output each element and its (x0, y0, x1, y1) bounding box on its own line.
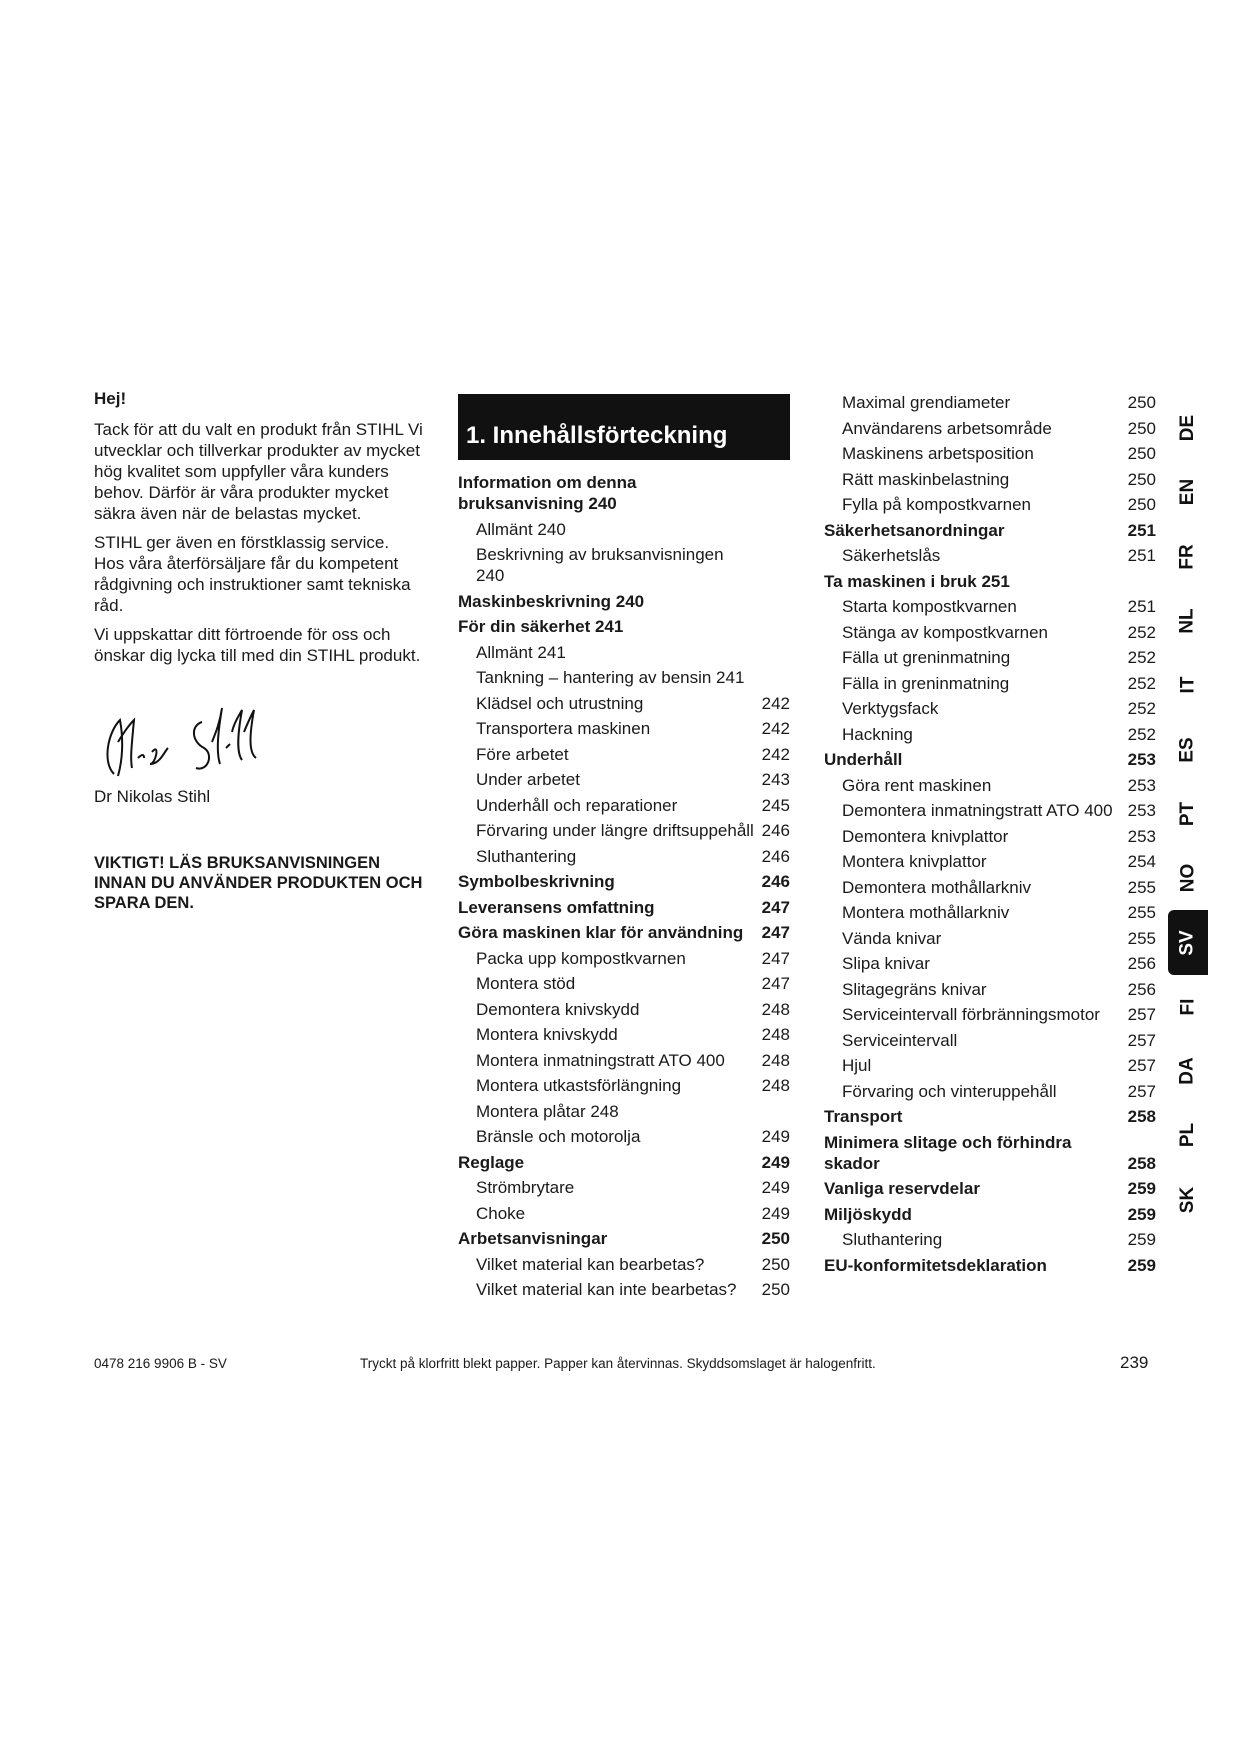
toc-entry-title: Slitagegräns knivar (842, 979, 987, 999)
language-tab-label: DA (1176, 1057, 1198, 1085)
toc-entry-page: 255 (1127, 928, 1156, 948)
toc-entry[interactable] (458, 769, 790, 790)
toc-entry[interactable] (824, 520, 1156, 541)
toc-entry-page: 253 (1127, 750, 1156, 769)
toc-entry-page: 247 (761, 948, 790, 968)
toc-entry-title: Montera utkastsförlängning (476, 1076, 682, 1095)
toc-entry-title: Montera knivskydd (476, 1025, 618, 1044)
toc-entry[interactable] (824, 545, 1156, 566)
toc-entry-page: 252 (1127, 699, 1156, 718)
toc-entry[interactable] (458, 693, 790, 714)
toc-entry[interactable] (458, 744, 790, 765)
toc-entry-title: Säkerhetsanordningar (824, 520, 1005, 540)
toc-entry-title: Maximal grendiameter (842, 393, 1011, 412)
signature-image (94, 702, 264, 780)
toc-entry-page: 246 (761, 821, 790, 840)
language-tab-pl[interactable] (1168, 1103, 1208, 1167)
warning-notice: VIKTIGT! LÄS BRUKSANVISNINGEN INNAN DU ANVÄNDER PRODUKTEN OCH SPARA DEN. (94, 854, 423, 912)
toc-entry[interactable] (458, 1101, 790, 1122)
toc-entry-page: 252 (1127, 622, 1156, 642)
language-tab-label: EN (1177, 479, 1198, 506)
toc-entry[interactable] (458, 846, 790, 867)
toc-entry-page: 246 (761, 846, 790, 866)
toc-entry[interactable] (824, 418, 1156, 439)
toc-entry-title: Sluthantering (842, 1230, 943, 1249)
toc-entry-title: Klädsel och utrustning (476, 693, 644, 713)
toc-entry-title: Vanliga reservdelar (824, 1179, 980, 1198)
language-tab-label: IT (1176, 676, 1198, 694)
language-tab-label: FR (1176, 544, 1198, 570)
toc-entry-title: Sluthantering (476, 846, 577, 866)
toc-entry[interactable] (824, 877, 1156, 898)
toc-entry-page: 249 (761, 1152, 790, 1172)
toc-entry[interactable] (824, 1132, 1156, 1174)
toc-entry-page: 253 (1127, 801, 1156, 820)
toc-entry[interactable] (458, 897, 790, 918)
toc-entry[interactable] (458, 544, 790, 586)
toc-entry[interactable] (824, 953, 1156, 974)
toc-entry[interactable] (458, 1203, 790, 1224)
toc-entry-title: Bränsle och motorolja (476, 1127, 641, 1146)
toc-entry[interactable] (824, 1055, 1156, 1076)
toc-entry-title: Minimera slitage och förhindra skador (824, 1132, 1072, 1173)
toc-entry[interactable] (458, 948, 790, 969)
toc-entry-page: 250 (761, 1254, 790, 1274)
toc-entry[interactable] (458, 999, 790, 1020)
toc-entry-page: 257 (1127, 1081, 1156, 1101)
toc-entry-page: 242 (761, 693, 790, 713)
toc-entry[interactable] (458, 1279, 790, 1300)
toc-entry-title: Tankning – hantering av bensin 241 (476, 668, 745, 687)
toc-entry-title: Montera mothållarkniv (842, 903, 1010, 922)
language-tab-label: NL (1176, 608, 1198, 634)
toc-entry-title: Montera knivplattor (842, 852, 987, 871)
language-tab-label: PT (1177, 801, 1198, 827)
toc-entry-title: Göra maskinen klar för användning (458, 923, 744, 942)
signer-name: Dr Nikolas Stihl (94, 787, 211, 806)
toc-entry-title: Förvaring och vinteruppehåll (842, 1081, 1057, 1101)
toc-entry-title: Leveransens omfattning (458, 897, 655, 917)
toc-entry-title: Maskinbeskrivning 240 (458, 591, 645, 611)
toc-entry-page: 259 (1127, 1255, 1156, 1275)
toc-entry-title: Serviceintervall förbränningsmotor (842, 1005, 1100, 1024)
toc-entry[interactable] (824, 392, 1156, 413)
toc-entry-title: Före arbetet (476, 744, 569, 764)
toc-entry-page: 242 (761, 719, 790, 738)
toc-entry[interactable] (824, 724, 1156, 745)
toc-entry[interactable] (824, 1081, 1156, 1102)
toc-column-1 (458, 394, 790, 1305)
toc-entry-page: 248 (761, 1076, 790, 1095)
toc-entry-page: 256 (1127, 954, 1156, 973)
toc-entry[interactable] (458, 973, 790, 994)
toc-entry-title: Fylla på kompostkvarnen (842, 495, 1031, 514)
toc-entry-title: Säkerhetslås (842, 546, 941, 565)
toc-entry[interactable] (458, 795, 790, 816)
language-tab-sv[interactable] (1168, 910, 1208, 974)
toc-entry-page: 250 (1127, 444, 1156, 463)
toc-entry[interactable] (824, 1229, 1156, 1250)
toc-entry[interactable] (458, 820, 790, 841)
toc-entry-page: 243 (761, 770, 790, 789)
toc-entry-title: Serviceintervall (842, 1030, 958, 1050)
toc-entry-title: Underhåll och reparationer (476, 795, 678, 815)
toc-entry[interactable] (824, 826, 1156, 847)
toc-entry-title: Demontera inmatningstratt ATO 400 (842, 801, 1113, 820)
toc-entry[interactable] (458, 1050, 790, 1071)
language-tab-label: SK (1177, 1186, 1198, 1213)
toc-list (824, 392, 1156, 1276)
intro-column (94, 388, 424, 930)
toc-entry-title: Rätt maskinbelastning (842, 469, 1010, 489)
toc-entry[interactable] (458, 922, 790, 943)
toc-entry[interactable] (458, 1228, 790, 1249)
toc-entry[interactable] (458, 718, 790, 739)
toc-entry-title: Montera inmatningstratt ATO 400 (476, 1050, 725, 1070)
toc-entry-title: Allmänt 241 (476, 642, 566, 662)
toc-entry[interactable] (458, 616, 790, 637)
language-tab-label: PL (1177, 1123, 1198, 1148)
toc-entry[interactable] (824, 622, 1156, 643)
intro-paragraph: STIHL ger även en förstklassig service. Hos våra återförsäljare får du kompetent rådgivning och instruktioner samt tekniska råd. (94, 533, 411, 615)
toc-entry-title: Vilket material kan bearbetas? (476, 1254, 705, 1274)
toc-entry-page: 246 (761, 872, 790, 891)
paper-note: Tryckt på klorfritt blekt papper. Papper kan återvinnas. Skyddsomslaget är halogenfritt. (360, 1356, 876, 1371)
toc-entry-title: Reglage (458, 1152, 525, 1172)
toc-entry[interactable] (824, 902, 1156, 923)
toc-entry[interactable] (824, 979, 1156, 1000)
toc-entry-title: Demontera mothållarkniv (842, 877, 1031, 897)
toc-entry-page: 257 (1127, 1030, 1156, 1050)
toc-entry-title: Vilket material kan inte bearbetas? (476, 1280, 737, 1299)
toc-entry-page: 250 (1127, 495, 1156, 514)
toc-entry-title: Allmänt 240 (476, 519, 566, 539)
document-code: 0478 216 9906 B - SV (94, 1356, 227, 1371)
toc-entry[interactable] (458, 591, 790, 612)
toc-entry-page: 247 (761, 923, 790, 942)
language-tab-fi[interactable] (1168, 975, 1208, 1039)
toc-entry-title: Arbetsanvisningar (458, 1229, 608, 1248)
toc-entry[interactable] (458, 871, 790, 892)
toc-entry-title: Transport (824, 1107, 903, 1126)
toc-entry-page: 248 (761, 999, 790, 1019)
toc-entry-page: 250 (761, 1280, 790, 1299)
toc-entry[interactable] (824, 647, 1156, 668)
toc-entry[interactable] (824, 1178, 1156, 1199)
toc-entry[interactable] (824, 775, 1156, 796)
greeting: Hej! (94, 389, 127, 408)
toc-entry-page: 250 (1127, 469, 1156, 489)
toc-entry-title: Ta maskinen i bruk 251 (824, 571, 1010, 591)
toc-entry-page: 250 (1127, 418, 1156, 438)
toc-entry-title: Montera plåtar 248 (476, 1101, 619, 1121)
toc-entry-page: 257 (1127, 1005, 1156, 1024)
language-tab-no[interactable] (1168, 846, 1208, 910)
language-tab-it[interactable] (1168, 653, 1208, 717)
toc-entry-page: 257 (1127, 1056, 1156, 1075)
toc-entry[interactable] (458, 1075, 790, 1096)
toc-entry-title: Stänga av kompostkvarnen (842, 622, 1049, 642)
toc-entry-page: 248 (761, 1050, 790, 1070)
toc-entry-title: Vända knivar (842, 928, 942, 948)
toc-entry-title: Användarens arbetsområde (842, 418, 1052, 438)
toc-entry[interactable] (824, 1204, 1156, 1225)
language-tab-label: ES (1176, 736, 1198, 763)
language-tab-nl[interactable] (1168, 589, 1208, 653)
toc-entry-title: EU-konformitetsdeklaration (824, 1255, 1047, 1275)
language-tab-label: DE (1177, 414, 1198, 442)
toc-entry-title: Fälla in greninmatning (842, 673, 1010, 693)
toc-entry-page: 250 (761, 1229, 790, 1248)
toc-entry[interactable] (824, 928, 1156, 949)
language-tabs (1168, 396, 1208, 1232)
language-tab-da[interactable] (1168, 1039, 1208, 1103)
toc-entry[interactable] (458, 1177, 790, 1198)
toc-entry-title: Maskinens arbetsposition (842, 444, 1034, 463)
toc-entry-page: 252 (1127, 648, 1156, 667)
toc-entry-title: Beskrivning av bruksanvisningen 240 (476, 545, 724, 585)
toc-entry-page: 252 (1127, 724, 1156, 744)
page-number: 239 (1120, 1353, 1149, 1372)
toc-entry-page: 249 (761, 1127, 790, 1146)
toc-entry-page: 254 (1127, 852, 1156, 871)
toc-entry-page: 242 (761, 744, 790, 764)
toc-entry-page: 247 (761, 974, 790, 993)
toc-entry-page: 245 (761, 795, 790, 815)
toc-entry[interactable] (458, 1126, 790, 1147)
toc-entry-page: 259 (1127, 1204, 1156, 1224)
language-tab-fr[interactable] (1168, 525, 1208, 589)
toc-entry-title: Starta kompostkvarnen (842, 597, 1017, 616)
toc-entry-title: Göra rent maskinen (842, 775, 992, 795)
toc-entry-page: 247 (761, 897, 790, 917)
toc-entry-page: 251 (1127, 546, 1156, 565)
toc-entry[interactable] (824, 443, 1156, 464)
toc-entry[interactable] (458, 642, 790, 663)
toc-entry[interactable] (824, 571, 1156, 592)
toc-entry-page: 249 (761, 1178, 790, 1197)
language-tab-sk[interactable] (1168, 1168, 1208, 1232)
toc-entry[interactable] (458, 1024, 790, 1045)
language-tab-label: SV (1176, 929, 1198, 956)
toc-entry-title: Information om denna bruksanvisning 240 (458, 473, 637, 513)
toc-entry-title: Under arbetet (476, 770, 580, 789)
toc-entry-title: Symbolbeskrivning (458, 872, 615, 891)
toc-entry[interactable] (458, 1152, 790, 1173)
toc-entry[interactable] (458, 1254, 790, 1275)
toc-entry-page: 259 (1127, 1230, 1156, 1249)
toc-entry-page: 249 (761, 1203, 790, 1223)
toc-entry-title: Demontera knivplattor (842, 826, 1009, 846)
toc-title: 1. Innehållsförteckning (458, 394, 790, 460)
language-tab-de[interactable] (1168, 396, 1208, 460)
language-tab-es[interactable] (1168, 717, 1208, 781)
toc-entry-title: Packa upp kompostkvarnen (476, 948, 686, 968)
toc-entry-title: För din säkerhet 241 (458, 617, 624, 636)
intro-paragraph: Vi uppskattar ditt förtroende för oss och önskar dig lycka till med din STIHL produkt. (94, 625, 421, 665)
toc-entry-page: 256 (1127, 979, 1156, 999)
toc-column-2 (824, 392, 1156, 1280)
language-tab-label: NO (1177, 863, 1198, 893)
toc-entry-title: Hjul (842, 1056, 872, 1075)
toc-entry[interactable] (824, 851, 1156, 872)
toc-entry-title: Strömbrytare (476, 1178, 575, 1197)
toc-entry-page: 255 (1127, 877, 1156, 897)
toc-entry-page: 258 (1127, 1153, 1156, 1173)
toc-entry[interactable] (824, 698, 1156, 719)
toc-entry-title: Choke (476, 1203, 526, 1223)
toc-entry-page: 253 (1127, 775, 1156, 795)
toc-entry-title: Demontera knivskydd (476, 999, 640, 1019)
toc-entry[interactable] (824, 1004, 1156, 1025)
toc-entry[interactable] (824, 1255, 1156, 1276)
toc-entry-page: 259 (1127, 1179, 1156, 1198)
toc-entry-page: 251 (1127, 597, 1156, 616)
toc-entry-title: Fälla ut greninmatning (842, 648, 1011, 667)
toc-entry[interactable] (458, 667, 790, 688)
toc-entry[interactable] (824, 596, 1156, 617)
toc-entry-page: 250 (1127, 393, 1156, 412)
toc-entry[interactable] (824, 749, 1156, 770)
toc-entry-title: Verktygsfack (842, 699, 939, 718)
toc-entry[interactable] (458, 472, 790, 514)
toc-entry-title: Montera stöd (476, 974, 576, 993)
toc-entry-title: Underhåll (824, 750, 903, 769)
language-tab-label: FI (1176, 998, 1198, 1016)
intro-paragraph: Tack för att du valt en produkt från STIHL Vi utvecklar och tillverkar produkter av mycket hög kvalitet som uppfyller våra kunders behov. Därför är våra produkter mycket säkra även när de belastas mycket. (94, 420, 423, 523)
toc-entry-page: 252 (1127, 673, 1156, 693)
language-tab-pt[interactable] (1168, 782, 1208, 846)
toc-entry-title: Hackning (842, 724, 913, 744)
toc-entry[interactable] (824, 469, 1156, 490)
toc-entry-page: 251 (1127, 520, 1156, 540)
toc-entry-title: Förvaring under längre driftsuppehåll (476, 821, 754, 840)
toc-entry[interactable] (458, 519, 790, 540)
toc-entry[interactable] (824, 673, 1156, 694)
toc-entry[interactable] (824, 494, 1156, 515)
toc-entry[interactable] (824, 1030, 1156, 1051)
toc-entry-title: Miljöskydd (824, 1204, 912, 1224)
toc-entry[interactable] (824, 800, 1156, 821)
toc-entry[interactable] (824, 1106, 1156, 1127)
toc-entry-title: Transportera maskinen (476, 719, 651, 738)
language-tab-en[interactable] (1168, 460, 1208, 524)
toc-entry-page: 248 (761, 1025, 790, 1044)
toc-entry-page: 255 (1127, 903, 1156, 922)
toc-list (458, 472, 790, 1300)
toc-entry-title: Slipa knivar (842, 954, 930, 973)
toc-entry-page: 258 (1127, 1107, 1156, 1126)
toc-entry-page: 253 (1127, 826, 1156, 846)
